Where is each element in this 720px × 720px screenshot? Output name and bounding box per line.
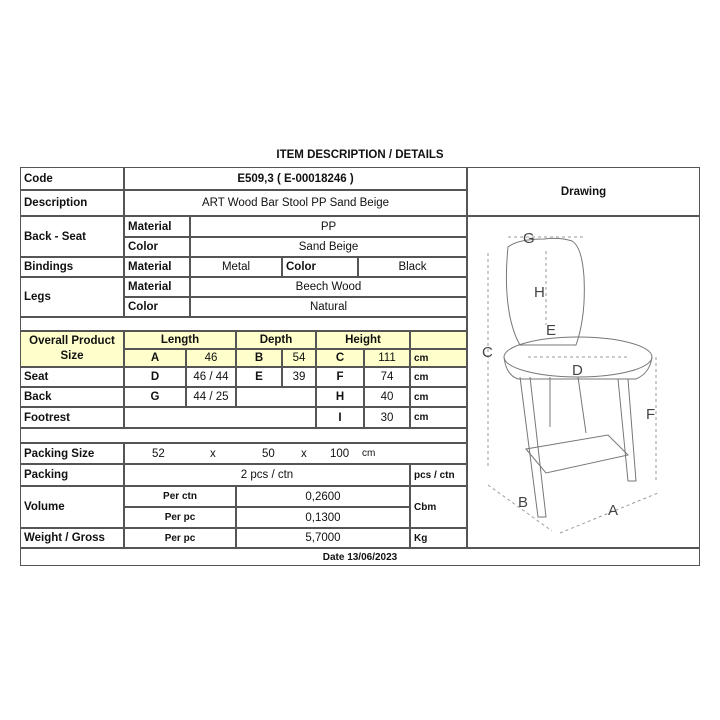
packing-label: Packing [20,464,124,486]
dim-back-unit: cm [410,387,467,407]
length-header: Length [124,331,236,349]
packing-value: 2 pcs / ctn [124,464,410,486]
description-label: Description [20,190,124,216]
packing-size-row [124,443,467,464]
code-value: E509,3 ( E-00018246 ) [124,167,467,190]
dim-b-label: B [236,349,282,367]
weight-value: 5,7000 [236,528,410,548]
dim-seat-unit: cm [410,367,467,387]
dim-g-value: 44 / 25 [186,387,236,407]
weight-per-pc-label: Per pc [124,528,236,548]
back-seat-material-label: Material [124,216,190,237]
drawing-letter-h: H [534,284,545,301]
legs-material: Beech Wood [190,277,467,297]
dim-h-value: 40 [364,387,410,407]
drawing-panel [467,216,700,548]
packing-size-x2: x [301,447,307,460]
packing-size-width: 50 [262,447,275,460]
overall-size-label: Overall Product Size [20,331,124,367]
legs-color-label: Color [124,297,190,317]
dim-b-value: 54 [282,349,316,367]
dim-footrest-unit: cm [410,407,467,428]
stool-leg-back-right [578,377,586,433]
packing-size-x1: x [210,447,216,460]
dim-footrest-blank [124,407,316,428]
dim-a-value: 46 [186,349,236,367]
spacer-row [20,317,467,331]
dim-c-label: C [316,349,364,367]
drawing-letter-c: C [482,344,493,361]
bindings-material: Metal [190,257,282,277]
dim-d-value: 46 / 44 [186,367,236,387]
drawing-letter-a: A [608,502,619,519]
volume-per-ctn: 0,2600 [236,486,410,507]
dim-back-blank [236,387,316,407]
spacer-row-2 [20,428,467,443]
stool-drawing [468,217,701,549]
stool-leg-front-right [618,379,636,481]
bindings-color: Black [358,257,467,277]
back-label: Back [20,387,124,407]
back-seat-label: Back - Seat [20,216,124,257]
dim-f-value: 74 [364,367,410,387]
drawing-letter-e: E [546,322,557,339]
stool-footrest [526,435,628,473]
document-title: ITEM DESCRIPTION / DETAILS [276,149,444,161]
unit-header-blank [410,331,467,349]
drawing-letter-d: D [572,362,583,379]
dim-i-label: I [316,407,364,428]
legs-material-label: Material [124,277,190,297]
volume-per-ctn-label: Per ctn [124,486,236,507]
code-label: Code [20,167,124,190]
back-seat-color: Sand Beige [190,237,467,257]
bindings-material-label: Material [124,257,190,277]
legs-label: Legs [20,277,124,317]
dim-i-value: 30 [364,407,410,428]
packing-size-unit: cm [362,448,376,459]
bindings-color-label: Color [282,257,358,277]
dim-f-label: F [316,367,364,387]
volume-unit: Cbm [410,486,467,528]
height-header: Height [316,331,410,349]
bindings-label: Bindings [20,257,124,277]
volume-per-pc-label: Per pc [124,507,236,528]
dim-overall-unit: cm [410,349,467,367]
packing-size-length: 52 [152,447,165,460]
dim-e-value: 39 [282,367,316,387]
date-footer: Date 13/06/2023 [20,548,700,566]
footrest-label: Footrest [20,407,124,428]
packing-size-label: Packing Size [20,443,124,464]
weight-label: Weight / Gross [20,528,124,548]
weight-unit: Kg [410,528,467,548]
seat-label: Seat [20,367,124,387]
dim-a-label: A [124,349,186,367]
packing-unit: pcs / ctn [410,464,467,486]
volume-per-pc: 0,1300 [236,507,410,528]
depth-header: Depth [236,331,316,349]
description-value: ART Wood Bar Stool PP Sand Beige [124,190,467,216]
drawing-letter-b: B [518,494,529,511]
drawing-letter-f: F [646,406,656,423]
volume-label: Volume [20,486,124,528]
dim-g-label: G [124,387,186,407]
dim-c-value: 111 [364,349,410,367]
drawing-header: Drawing [467,167,700,216]
dim-d-label: D [124,367,186,387]
drawing-letter-g: G [523,230,535,247]
back-seat-material: PP [190,216,467,237]
dim-e-label: E [236,367,282,387]
back-seat-color-label: Color [124,237,190,257]
dim-h-label: H [316,387,364,407]
packing-size-height: 100 [330,447,350,460]
legs-color: Natural [190,297,467,317]
